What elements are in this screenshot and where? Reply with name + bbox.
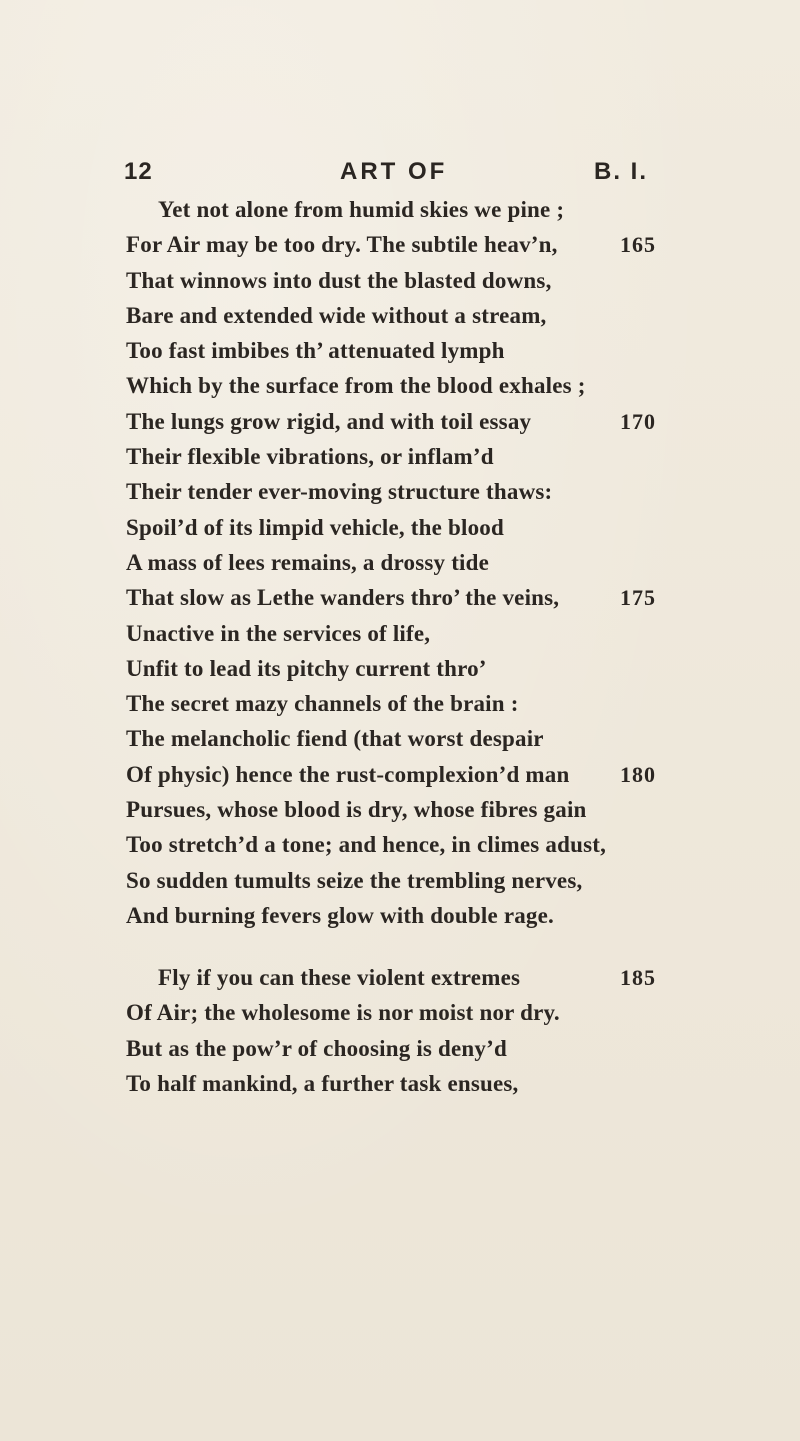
line-number: 170 (620, 408, 656, 434)
verse-line (0, 1031, 800, 1066)
verse-line (0, 686, 800, 721)
verse-line (0, 863, 800, 898)
verse-line (0, 368, 800, 403)
verse-line-text: But as the pow’r of choosing is deny’d (126, 1035, 507, 1061)
verse-line (0, 192, 800, 227)
verse-line (0, 1066, 800, 1101)
verse-line (0, 227, 800, 262)
verse-line (0, 298, 800, 333)
running-head: ART OF (340, 158, 448, 185)
verse-line (0, 545, 800, 580)
verse-line-text: That winnows into dust the blasted downs, (126, 267, 552, 293)
verse-line-text: Unactive in the services of life, (126, 620, 431, 646)
verse-line-text: Bare and extended wide without a stream, (126, 302, 547, 328)
verse-line-text: The lungs grow rigid, and with toil essay (126, 408, 532, 434)
verse-line-text: Pursues, whose blood is dry, whose fibres gain (126, 797, 587, 823)
verse-line-text: To half mankind, a further task ensues, (126, 1070, 519, 1096)
verse-line-text: Fly if you can these violent extremes (158, 965, 521, 990)
verse-line (0, 651, 800, 686)
verse-line (0, 263, 800, 298)
verse-line (0, 792, 800, 827)
verse-line (0, 721, 800, 756)
verse-line-text: A mass of lees remains, a drossy tide (126, 549, 490, 575)
verse-stanza-2 (0, 960, 800, 1101)
verse-line-text: Too stretch’d a tone; and hence, in climes adust, (126, 832, 607, 858)
verse-line (0, 827, 800, 862)
verse-line-text: Too fast imbibes th’ attenuated lymph (126, 338, 505, 364)
verse-line-text: So sudden tumults seize the trembling nerves, (126, 867, 583, 893)
line-number: 185 (620, 965, 656, 990)
book-number: B. I. (594, 158, 649, 185)
verse-stanza-1 (0, 192, 800, 933)
line-number: 180 (620, 761, 656, 787)
verse-line (0, 439, 800, 474)
verse-line-text: Their tender ever-moving structure thaws: (126, 479, 553, 505)
verse-line-text: Which by the surface from the blood exhales ; (126, 373, 586, 399)
verse-line (0, 960, 800, 995)
verse-line-text: The secret mazy channels of the brain : (126, 691, 519, 717)
verse-line-text: Spoil’d of its limpid vehicle, the blood (126, 514, 504, 540)
verse-line (0, 616, 800, 651)
verse-line (0, 898, 800, 933)
page-number: 12 (124, 158, 153, 185)
verse-line-text: Of physic) hence the rust-complexion’d man (126, 761, 570, 787)
verse-line-text: Yet not alone from humid skies we pine ; (158, 197, 565, 222)
verse-line (0, 333, 800, 368)
verse-line (0, 404, 800, 439)
line-number: 165 (620, 232, 656, 258)
verse-line-text: The melancholic fiend (that worst despair (126, 726, 544, 752)
verse-line (0, 474, 800, 509)
verse-line (0, 580, 800, 615)
verse-line-text: That slow as Lethe wanders thro’ the veins, (126, 585, 560, 611)
line-number: 175 (620, 585, 656, 611)
verse-line (0, 757, 800, 792)
verse-line (0, 995, 800, 1030)
verse-line-text: And burning fevers glow with double rage. (126, 902, 554, 928)
verse-line-text: Unfit to lead its pitchy current thro’ (126, 655, 487, 681)
verse-line-text: For Air may be too dry. The subtile heav’n, (126, 232, 558, 258)
verse-line-text: Of Air; the wholesome is nor moist nor dry. (126, 1000, 560, 1026)
verse-line (0, 510, 800, 545)
verse-line-text: Their flexible vibrations, or inflam’d (126, 444, 494, 470)
